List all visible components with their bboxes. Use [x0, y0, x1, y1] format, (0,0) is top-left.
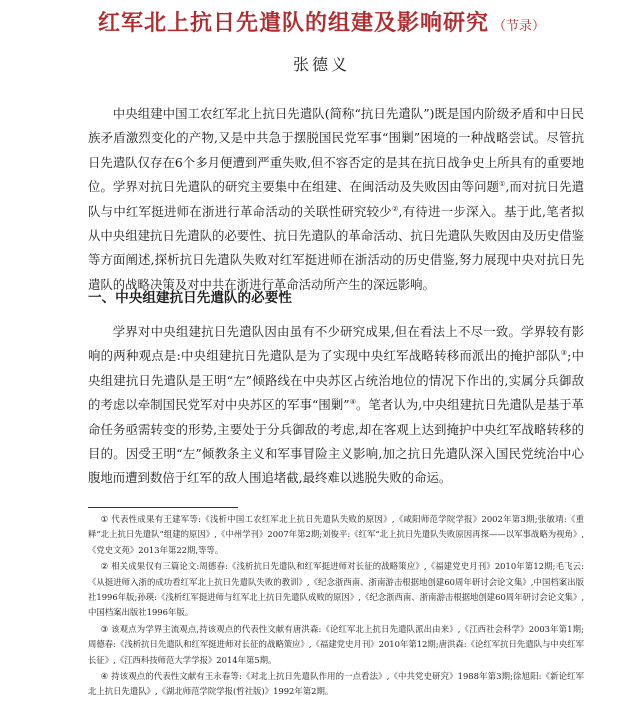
footnotes [88, 512, 584, 701]
paragraph-text: ;中央组建抗日先遣队是王明“左”倾路线在中央苏区占统治地位的情况下作出的,实属分兵御敌的考虑以牵制国民党军对中央苏区的军事“围剿” [88, 348, 584, 413]
footnote-text: 持该观点的代表性文献有王永春等:《对北上抗日先遣队作用的一点看法》,《中共党史研究》1988年第3期;徐旭阳:《新论红军北上抗日先遣队》,《湖北师范学院学报(哲社版)》1992年第2期。 [88, 671, 585, 697]
paragraph-text: ,有待进一步深入。基于此,笔者拟从中央组建抗日先遣队的必要性、抗日先遣队的革命活动、抗日先遣队失败因由及历史借鉴等方面阐述,探析抗日先遣队失败对红军挺进师在浙活动的历史借鉴,努力展现中央对抗日先遣队的战略决策及对中共在浙进行革命活动所产生的深远影响。 [88, 203, 584, 292]
footnote-divider [88, 507, 238, 508]
footnote-ref-4[interactable]: ④ [349, 398, 357, 407]
footnote-ref-3[interactable]: ③ [560, 349, 568, 358]
footnote-item [88, 559, 584, 621]
footnote-item [88, 512, 584, 558]
footnote-text: 代表性成果有王建军等:《浅析中国工农红军北上抗日先遣队失败的原因》,《咸阳师范学院学报》2002年第3期;张敏靖:《重释“北上抗日先遣队”组建的原因》,《中州学刊》2007年第2期;刘俊平:《红军“北上抗日先遣队失败原因再探——以军事战略为视角》,《党史文苑》2013年第22期,等等。 [88, 514, 585, 555]
article-title-line [0, 6, 643, 37]
footnote-item [88, 669, 584, 700]
footnote-mark: ④ [100, 671, 109, 682]
article-title: 红军北上抗日先遣队的组建及影响研究 [97, 10, 489, 36]
footnote-text: 相关成果仅有三篇论文:周德春:《浅析抗日先遣队和红军挺进师对长征的战略策应》,《福建党史月刊》2010年第12期;毛飞云:《从挺进师入浙的成功看红军北上抗日先遣队失败的教训》,《纪念浙西南、浙南游击根据地创建60周年研讨会论文集》,中国档案出版社1996年版;孙瑛:《浅析红军挺进师与红军北上抗日先遣队成败的原因》,《纪念浙西南、浙南游击根据地创建60周年研讨会论文集》,中国档案出版社1996年版。 [88, 561, 584, 618]
body-paragraph-intro [88, 102, 584, 297]
body-paragraph-section-1 [88, 320, 584, 491]
paragraph-text: ,而对抗日先遣队与中红军挺进师在浙进行革命活动的关联性研究较少 [88, 179, 584, 219]
footnote-ref-1[interactable]: ① [498, 180, 506, 189]
footnote-item [88, 622, 584, 668]
paragraph-text: 学界对中央组建抗日先遣队因由虽有不少研究成果,但在看法上不尽一致。学界较有影响的两种观点是:中央组建抗日先遣队是为了实现中央红军战略转移而派出的掩护部队 [88, 324, 584, 364]
paragraph-text: 中央组建中国工农红军北上抗日先遣队(简称“抗日先遣队”)既是国内阶级矛盾和中日民族矛盾激烈变化的产物,又是中共急于摆脱国民党军事“围剿”困境的一种战略尝试。尽管抗日先遣队仅存在6个多月便遭到严重失败,但不容否定的是其在抗日战争史上所具有的重要地位。学界对抗日先遣队的研究主要集中在组建、在闽活动及失败因由等问题 [88, 106, 584, 195]
footnote-ref-2[interactable]: ② [391, 204, 399, 213]
section-heading: 一、中央组建抗日先遣队的必要性 [88, 290, 292, 306]
article-title-note: （节录） [493, 19, 546, 34]
footnote-mark: ① [100, 514, 109, 524]
paragraph-text: 。笔者认为,中央组建抗日先遣队是基于革命任务亟需转变的形势,主要处于分兵御敌的考虑,却在客观上达到掩护中央红军战略转移的目的。因受王明“左”倾教条主义和军事冒险主义影响,加之抗日先遣队深入国民党统治中心腹地而遭到数倍于红军的敌人围追堵截,最终难以逃脱失败的命运。 [88, 397, 584, 486]
footnote-text: 该观点为学界主流观点,持该观点的代表性文献有唐洪森:《论红军北上抗日先遣队派出由来》,《江西社会科学》2003年第1期;周德春:《浅析抗日先遣队和红军挺进师对长征的战略策应》,《福建党史月刊》2010年第12期;唐洪森:《论红军抗日先遣队与中央红军长征》,《江西科技师范大学学报》2014年第5期。 [88, 623, 584, 665]
footnote-mark: ③ [100, 623, 109, 634]
author-name: 张德义 [292, 55, 350, 74]
footnote-mark: ② [100, 561, 109, 572]
